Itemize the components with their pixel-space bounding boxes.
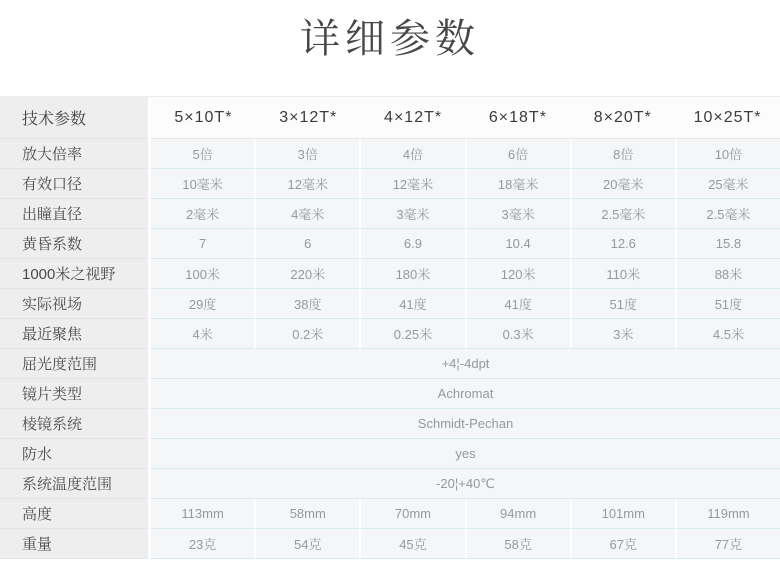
spec-label-cell: 屈光度范围 xyxy=(0,349,148,379)
spec-merged-value-cell: Achromat xyxy=(151,379,780,409)
spec-value-cell: 2.5毫米 xyxy=(570,199,675,229)
spec-value-cell: 15.8 xyxy=(675,229,780,259)
spec-label-cell: 重量 xyxy=(0,529,148,559)
spec-value-cell: 100米 xyxy=(151,259,254,289)
spec-value-cell: 58mm xyxy=(254,499,359,529)
spec-merged-value-cell: -20¦+40℃ xyxy=(151,469,780,499)
spec-value-cell: 120米 xyxy=(465,259,570,289)
table-row xyxy=(0,169,780,199)
row-values xyxy=(151,139,780,169)
spec-value-cell: 10倍 xyxy=(675,139,780,169)
spec-value-cell: 29度 xyxy=(151,289,254,319)
table-header-row xyxy=(0,97,780,139)
spec-value-cell: 2毫米 xyxy=(151,199,254,229)
table-row xyxy=(0,379,780,409)
spec-value-cell: 41度 xyxy=(465,289,570,319)
spec-value-cell: 2.5毫米 xyxy=(675,199,780,229)
row-values xyxy=(151,319,780,349)
row-values xyxy=(151,529,780,559)
spec-label-cell: 棱镜系统 xyxy=(0,409,148,439)
spec-value-cell: 0.2米 xyxy=(254,319,359,349)
spec-value-cell: 113mm xyxy=(151,499,254,529)
spec-value-cell: 0.3米 xyxy=(465,319,570,349)
row-values xyxy=(151,199,780,229)
column-header-model: 6×18T* xyxy=(465,97,570,139)
spec-value-cell: 51度 xyxy=(570,289,675,319)
spec-value-cell: 54克 xyxy=(254,529,359,559)
spec-value-cell: 12.6 xyxy=(570,229,675,259)
spec-value-cell: 41度 xyxy=(359,289,464,319)
spec-value-cell: 4.5米 xyxy=(675,319,780,349)
spec-value-cell: 67克 xyxy=(570,529,675,559)
spec-label-cell: 黄昏系数 xyxy=(0,229,148,259)
spec-label-cell: 实际视场 xyxy=(0,289,148,319)
spec-value-cell: 6 xyxy=(254,229,359,259)
row-values xyxy=(151,229,780,259)
table-row xyxy=(0,529,780,559)
column-header-model: 8×20T* xyxy=(570,97,675,139)
spec-value-cell: 18毫米 xyxy=(465,169,570,199)
spec-value-cell: 12毫米 xyxy=(254,169,359,199)
spec-label-cell: 镜片类型 xyxy=(0,379,148,409)
spec-value-cell: 119mm xyxy=(675,499,780,529)
spec-value-cell: 3倍 xyxy=(254,139,359,169)
spec-value-cell: 3米 xyxy=(570,319,675,349)
spec-value-cell: 51度 xyxy=(675,289,780,319)
table-row xyxy=(0,229,780,259)
spec-value-cell: 20毫米 xyxy=(570,169,675,199)
column-header-model: 10×25T* xyxy=(675,97,780,139)
table-row xyxy=(0,409,780,439)
spec-table xyxy=(0,96,780,559)
spec-value-cell: 23克 xyxy=(151,529,254,559)
spec-value-cell: 8倍 xyxy=(570,139,675,169)
spec-value-cell: 3毫米 xyxy=(359,199,464,229)
row-values xyxy=(151,169,780,199)
spec-value-cell: 110米 xyxy=(570,259,675,289)
table-row xyxy=(0,349,780,379)
column-header-model: 3×12T* xyxy=(256,97,361,139)
spec-label-cell: 1000米之视野 xyxy=(0,259,148,289)
spec-value-cell: 77克 xyxy=(675,529,780,559)
spec-label-cell: 高度 xyxy=(0,499,148,529)
spec-label-cell: 防水 xyxy=(0,439,148,469)
row-values xyxy=(151,379,780,409)
spec-value-cell: 3毫米 xyxy=(465,199,570,229)
spec-value-cell: 6.9 xyxy=(359,229,464,259)
spec-value-cell: 45克 xyxy=(359,529,464,559)
table-row xyxy=(0,319,780,349)
table-row xyxy=(0,289,780,319)
spec-label-cell: 最近聚焦 xyxy=(0,319,148,349)
spec-value-cell: 10.4 xyxy=(465,229,570,259)
spec-value-cell: 101mm xyxy=(570,499,675,529)
spec-label-cell: 系统温度范围 xyxy=(0,469,148,499)
table-row xyxy=(0,439,780,469)
spec-value-cell: 12毫米 xyxy=(359,169,464,199)
spec-value-cell: 5倍 xyxy=(151,139,254,169)
row-values xyxy=(151,439,780,469)
spec-value-cell: 58克 xyxy=(465,529,570,559)
spec-merged-value-cell: yes xyxy=(151,439,780,469)
spec-value-cell: 25毫米 xyxy=(675,169,780,199)
row-values xyxy=(151,409,780,439)
spec-value-cell: 70mm xyxy=(359,499,464,529)
table-row xyxy=(0,469,780,499)
column-header-model: 4×12T* xyxy=(361,97,466,139)
row-values xyxy=(151,289,780,319)
spec-value-cell: 10毫米 xyxy=(151,169,254,199)
header-values xyxy=(151,97,780,139)
spec-value-cell: 94mm xyxy=(465,499,570,529)
spec-merged-value-cell: +4¦-4dpt xyxy=(151,349,780,379)
spec-value-cell: 4倍 xyxy=(359,139,464,169)
spec-value-cell: 4米 xyxy=(151,319,254,349)
page-title: 详细参数 xyxy=(300,17,480,61)
row-values xyxy=(151,259,780,289)
spec-value-cell: 220米 xyxy=(254,259,359,289)
table-row xyxy=(0,499,780,529)
header-label-cell: 技术参数 xyxy=(0,97,148,139)
row-values xyxy=(151,469,780,499)
spec-value-cell: 7 xyxy=(151,229,254,259)
spec-value-cell: 38度 xyxy=(254,289,359,319)
spec-value-cell: 88米 xyxy=(675,259,780,289)
spec-label-cell: 出瞳直径 xyxy=(0,199,148,229)
spec-label-cell: 有效口径 xyxy=(0,169,148,199)
spec-value-cell: 6倍 xyxy=(465,139,570,169)
spec-label-cell: 放大倍率 xyxy=(0,139,148,169)
spec-value-cell: 4毫米 xyxy=(254,199,359,229)
table-row xyxy=(0,199,780,229)
table-row xyxy=(0,139,780,169)
spec-merged-value-cell: Schmidt-Pechan xyxy=(151,409,780,439)
table-row xyxy=(0,259,780,289)
spec-value-cell: 180米 xyxy=(359,259,464,289)
spec-value-cell: 0.25米 xyxy=(359,319,464,349)
row-values xyxy=(151,499,780,529)
row-values xyxy=(151,349,780,379)
column-header-model: 5×10T* xyxy=(151,97,256,139)
